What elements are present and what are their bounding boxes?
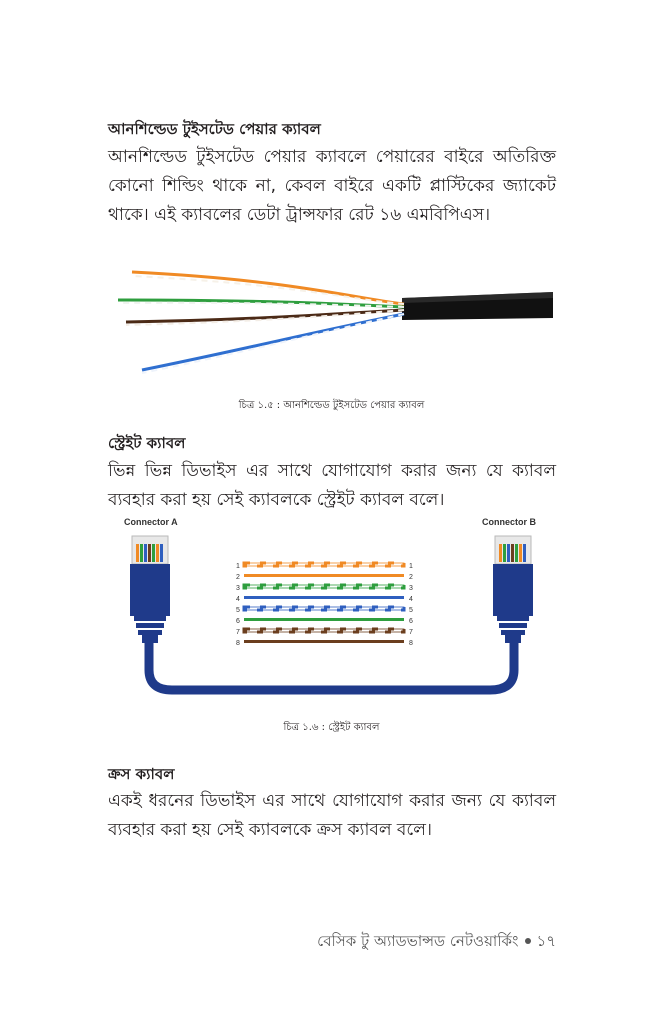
connector-b xyxy=(493,536,533,643)
pin-left-3: 3 xyxy=(236,585,240,592)
pin-right-7: 7 xyxy=(409,629,413,636)
pin-left-7: 7 xyxy=(236,629,240,636)
figure-caption-utp: চিত্র ১.৫ : আনশিল্ডেড টুইসটেড পেয়ার ক্যাবল xyxy=(238,400,425,411)
section-heading-utp: আনশিল্ডেড টুইসটেড পেয়ার ক্যাবল xyxy=(108,120,321,138)
pin-right-2: 2 xyxy=(409,574,413,581)
page-number: ১৭ xyxy=(536,932,556,950)
pin-right-1: 1 xyxy=(409,563,413,570)
section-paragraph-cross: একই ধরনের ডিভাইস এর সাথে যোগাযোগ করার জন্য যে ক্যাবল ব্যবহার করা হয় সেই ক্যাবলকে ক্রস ক্যাবল বলে। xyxy=(108,791,556,840)
bullet-icon xyxy=(525,938,531,944)
connector-a xyxy=(130,536,170,643)
page-footer xyxy=(230,930,556,955)
pin-right-6: 6 xyxy=(409,618,413,625)
straight-cable-diagram xyxy=(112,530,557,705)
utp-cable-illustration xyxy=(112,262,557,378)
connector-a-label: Connector A xyxy=(124,517,178,527)
figure-caption-straight: চিত্র ১.৬ : স্ট্রেইট ক্যাবল xyxy=(283,722,380,733)
wire-map xyxy=(236,563,413,647)
pin-left-4: 4 xyxy=(236,596,240,603)
pin-left-5: 5 xyxy=(236,607,240,614)
section-heading-cross: ক্রস ক্যাবল xyxy=(108,765,175,783)
connector-b-label: Connector B xyxy=(482,517,536,527)
pin-right-5: 5 xyxy=(409,607,413,614)
footer-book-title: বেসিক টু অ্যাডভান্সড নেটওয়ার্কিং xyxy=(317,932,519,950)
pin-left-1: 1 xyxy=(236,563,240,570)
pin-left-6: 6 xyxy=(236,618,240,625)
pin-right-3: 3 xyxy=(409,585,413,592)
pin-left-2: 2 xyxy=(236,574,240,581)
section-heading-straight: স্ট্রেইট ক্যাবল xyxy=(108,434,186,452)
cable-loop xyxy=(149,638,514,690)
pin-left-8: 8 xyxy=(236,640,240,647)
section-paragraph-straight: ভিন্ন ভিন্ন ডিভাইস এর সাথে যোগাযোগ করার জন্য যে ক্যাবল ব্যবহার করা হয় সেই ক্যাবলকে স্ট্রেইট ক্যাবল বলে। xyxy=(108,461,556,510)
section-paragraph-utp: আনশিল্ডেড টুইসটেড পেয়ার ক্যাবলে পেয়ারের বাইরে অতিরিক্ত কোনো শিল্ডিং থাকে না, কেবল বাইরে একটি প্লাস্টিকের জ্যাকেট থাকে। এই ক্যাবলের ডেটা ট্রান্সফার রেট ১৬ এমবিপিএস। xyxy=(108,147,556,225)
pin-right-4: 4 xyxy=(409,596,413,603)
pin-right-8: 8 xyxy=(409,640,413,647)
